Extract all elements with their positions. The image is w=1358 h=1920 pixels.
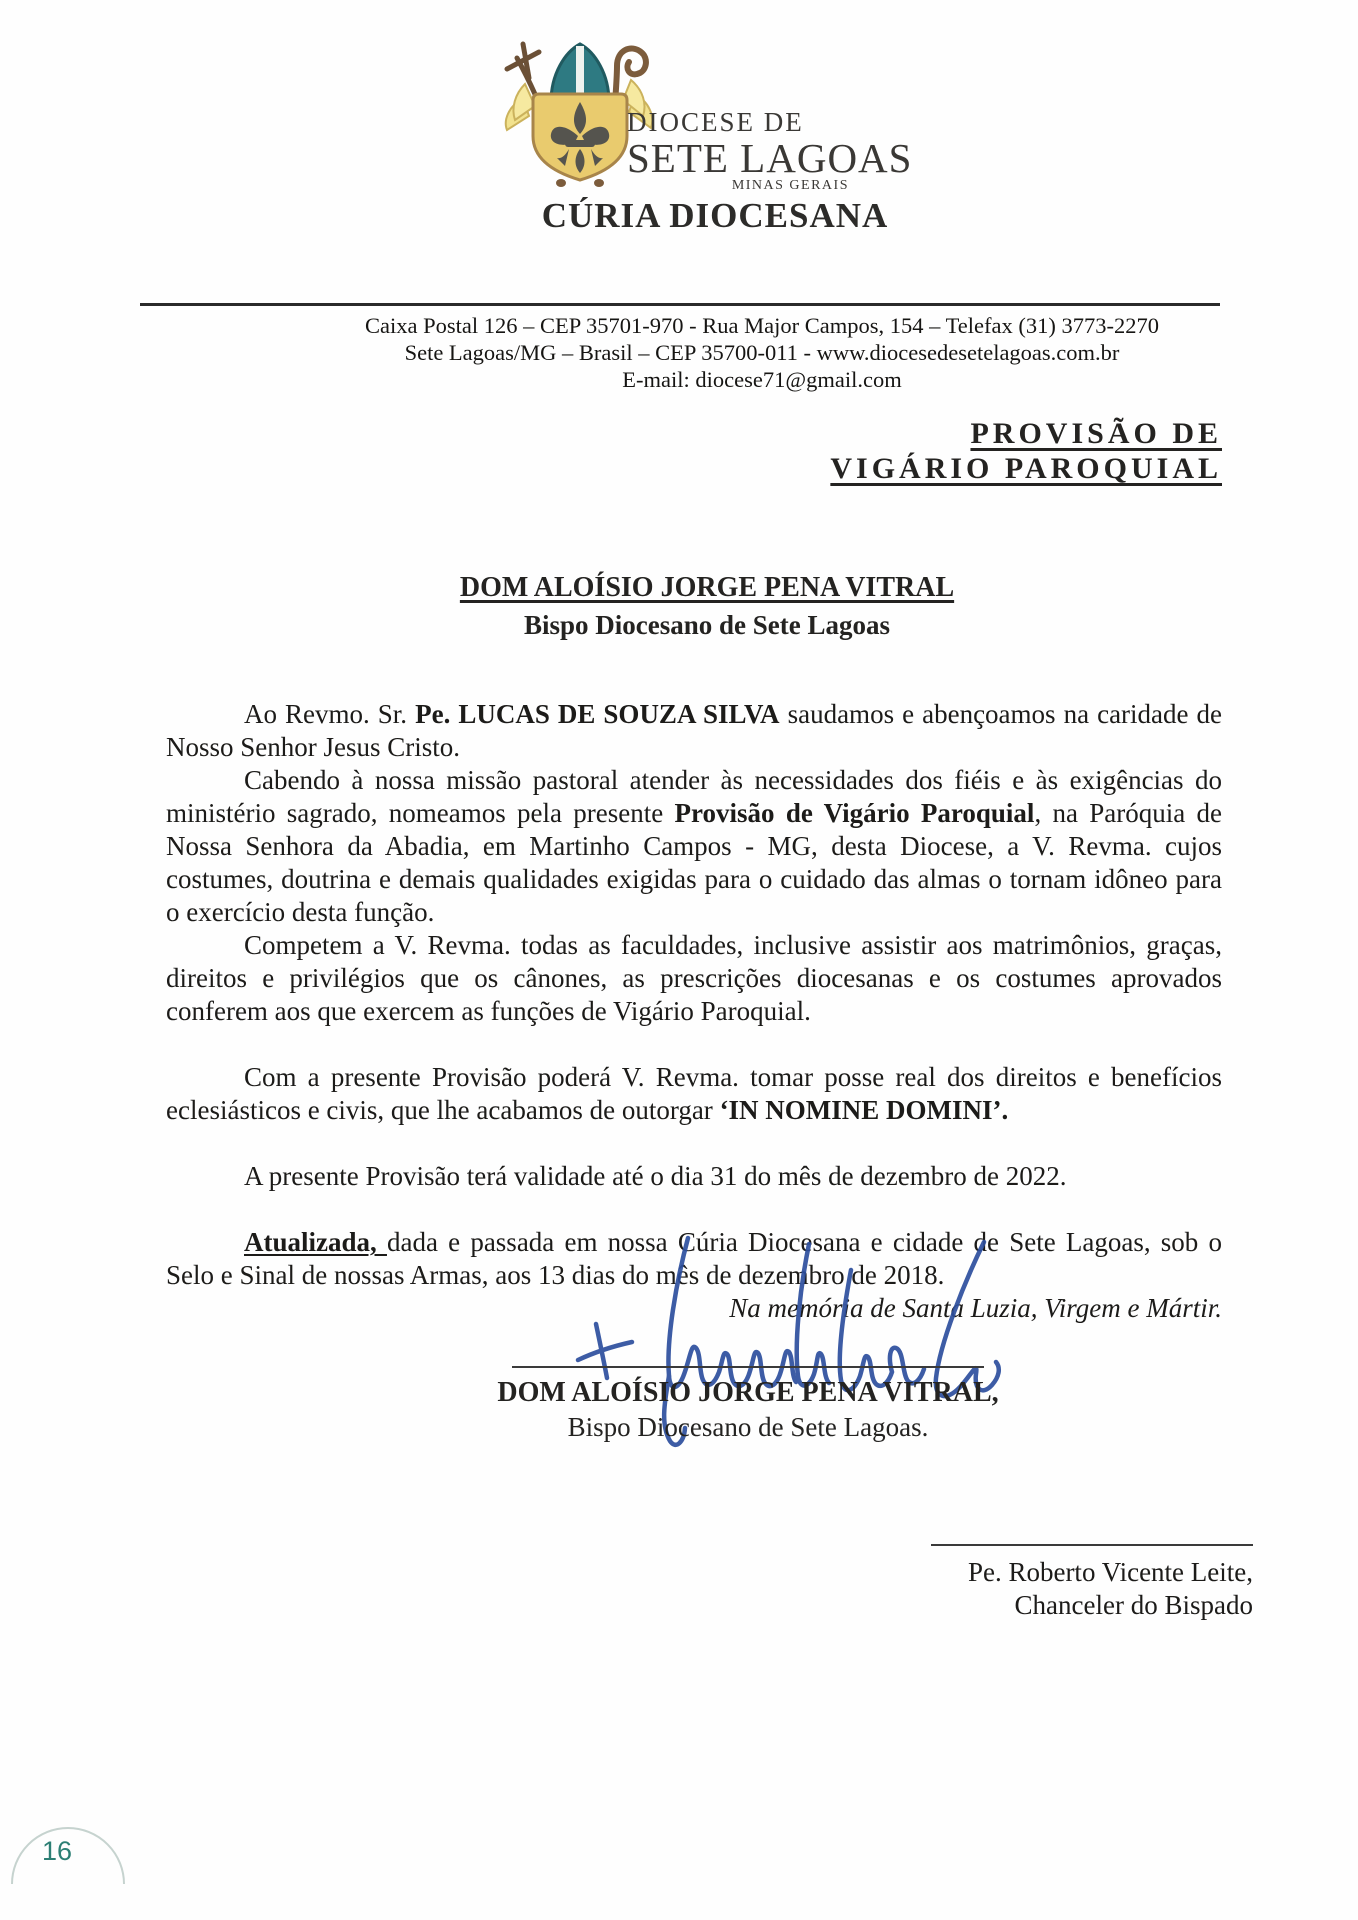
chancellor-block xyxy=(913,1544,1253,1622)
chancellor-role: Chanceler do Bispado xyxy=(1014,1590,1253,1620)
body-paragraph xyxy=(166,698,1222,764)
curia-heading: CÚRIA DIOCESANA xyxy=(541,196,889,235)
diocese-wordmark xyxy=(627,108,927,194)
address-block xyxy=(166,312,1358,393)
paragraph-segment: Com a presente Provisão poderá V. Revma. tomar posse real dos direitos e benefícios eclesiásticos e civis, que lhe acabamos de outorgar xyxy=(166,1062,1222,1125)
header-rule xyxy=(140,303,1220,306)
wordmark-line3: MINAS GERAIS xyxy=(731,178,849,193)
signatory-name: DOM ALOÍSIO JORGE PENA VITRAL, xyxy=(497,1377,999,1408)
document-title-line2: VIGÁRIO PAROQUIAL xyxy=(830,452,1222,485)
body-paragraph xyxy=(166,1061,1222,1127)
body-paragraph xyxy=(166,1160,1222,1193)
paragraph-segment: ‘IN NOMINE DOMINI’. xyxy=(719,1095,1009,1125)
paragraph-segment: Competem a V. Revma. todas as faculdades, inclusive assistir aos matrimônios, graças, direitos e privilégios que os cânones, as prescrições diocesanas e os costumes aprovados conferem aos que exercem as funções de Vigário Paroquial. xyxy=(166,930,1222,1026)
address-line-1: Caixa Postal 126 – CEP 35701-970 - Rua Major Campos, 154 – Telefax (31) 3773-2270 xyxy=(365,313,1159,338)
address-line-3: E-mail: diocese71@gmail.com xyxy=(622,367,902,392)
body-paragraph xyxy=(166,1226,1222,1292)
paragraph-segment: Ao Revmo. Sr. xyxy=(244,699,416,729)
document-body xyxy=(166,698,1222,1325)
memoria-line: Na memória de Santa Luzia, Virgem e Mártir. xyxy=(729,1293,1222,1323)
chancellor-name: Pe. Roberto Vicente Leite, xyxy=(967,1557,1253,1587)
chancellor-signature-line xyxy=(931,1544,1253,1546)
paragraph-segment: Pe. LUCAS DE SOUZA SILVA xyxy=(415,699,780,729)
paragraph-segment: , na Paróquia de Nossa Senhora da Abadia, em Martinho Campos - MG, desta Diocese, a V. Revma. cujos costumes, doutrina e demais qualidades exigidas para o cuidado das almas o tornam idôneo para o exercício desta função. xyxy=(166,798,1222,927)
paragraph-segment: dada e passada em nossa Cúria Diocesana e cidade de Sete Lagoas, sob o Selo e Sinal de nossas Armas, aos 13 dias do mês de dezembro de 2018. xyxy=(166,1227,1222,1290)
wordmark-line1: DIOCESE DE xyxy=(627,107,804,137)
document-title xyxy=(830,418,1222,488)
paragraph-segment: Atualizada, xyxy=(244,1227,387,1257)
page-number: 16 xyxy=(42,1836,73,1866)
signature-line xyxy=(512,1366,984,1368)
body-paragraph xyxy=(166,929,1222,1028)
signatory-role: Bispo Diocesano de Sete Lagoas. xyxy=(567,1412,929,1442)
paragraph-segment: saudamos e abençoamos na caridade de Nosso Senhor Jesus Cristo. xyxy=(166,699,1223,762)
body-paragraph xyxy=(166,764,1222,929)
issuer-role: Bispo Diocesano de Sete Lagoas xyxy=(523,610,891,640)
issuer-name: DOM ALOÍSIO JORGE PENA VITRAL xyxy=(459,572,955,603)
paragraph-segment: Provisão de Vigário Paroquial xyxy=(674,798,1035,828)
document-title-line1: PROVISÃO DE xyxy=(970,417,1222,450)
paragraph-segment: Cabendo à nossa missão pastoral atender às necessidades dos fiéis e às exigências do ministério sagrado, nomeamos pela presente xyxy=(166,765,1222,828)
wordmark-line2: SETE LAGOAS xyxy=(627,135,913,181)
signature-block xyxy=(480,1366,1016,1443)
paragraph-segment: A presente Provisão terá validade até o dia 31 do mês de dezembro de 2022. xyxy=(244,1161,1067,1191)
issuer-heading xyxy=(56,572,1358,641)
address-line-2: Sete Lagoas/MG – Brasil – CEP 35700-011 - www.diocesedesetelagoas.com.br xyxy=(404,340,1120,365)
